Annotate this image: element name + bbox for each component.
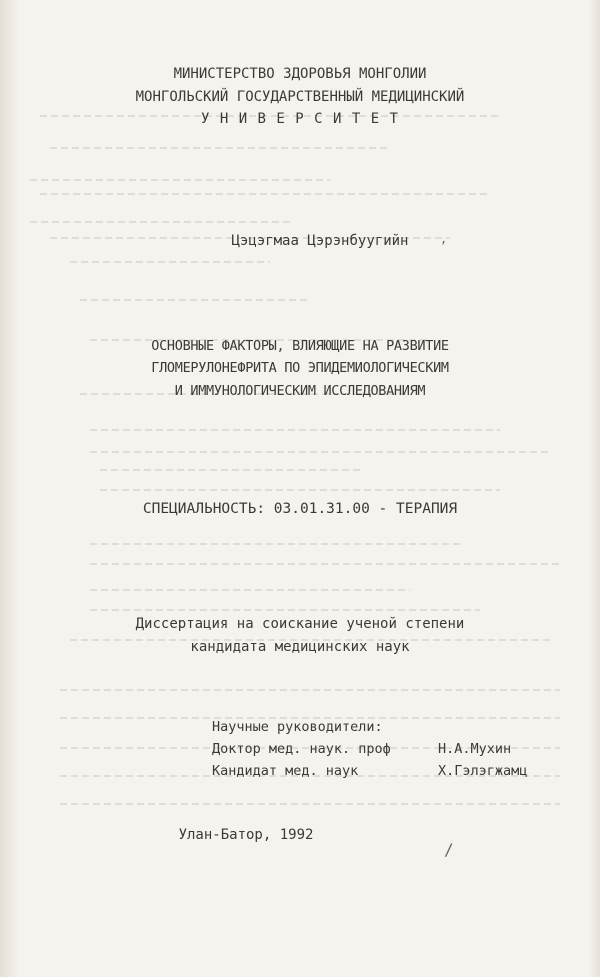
supervisor-row <box>212 738 552 760</box>
dissertation-line-1: Диссертация на соискание ученой степени <box>135 616 465 632</box>
supervisor-name: Х.Гэлэгжамц <box>438 763 528 779</box>
university-word: У Н И В Е Р С И Т Е Т <box>200 111 399 127</box>
supervisors-block <box>212 716 552 782</box>
author-name: Цэцэгмаа Цэрэнбуугийн <box>231 233 409 249</box>
supervisors-heading: Научные руководители: <box>212 719 383 735</box>
title-line-1: ОСНОВНЫЕ ФАКТОРЫ, ВЛИЯЮЩИЕ НА РАЗВИТИЕ <box>151 338 449 354</box>
bleed-through-text <box>30 100 590 820</box>
place-and-year: Улан-Батор, 1992 <box>178 827 314 843</box>
ministry-line: МИНИСТЕРСТВО ЗДОРОВЬЯ МОНГОЛИИ <box>173 66 427 82</box>
supervisor-row <box>212 760 552 782</box>
supervisor-name: Н.А.Мухин <box>438 741 512 757</box>
specialty-line: СПЕЦИАЛЬНОСТЬ: 03.01.31.00 - ТЕРАПИЯ <box>142 501 458 517</box>
supervisor-degree: Доктор мед. наук. проф <box>212 741 391 757</box>
dissertation-line-2: кандидата медицинских наук <box>190 639 410 655</box>
pen-mark: / <box>444 840 454 859</box>
title-line-2: ГЛОМЕРУЛОНЕФРИТА ПО ЭПИДЕМИОЛОГИЧЕСКИМ <box>151 360 449 376</box>
title-line-3: И ИММУНОЛОГИЧЕСКИМ ИССЛЕДОВАНИЯМ <box>174 383 426 399</box>
stray-mark: , <box>440 232 448 246</box>
university-name-line: МОНГОЛЬСКИЙ ГОСУДАРСТВЕННЫЙ МЕДИЦИНСКИЙ <box>135 89 465 105</box>
supervisor-degree: Кандидат мед. наук <box>212 763 359 779</box>
